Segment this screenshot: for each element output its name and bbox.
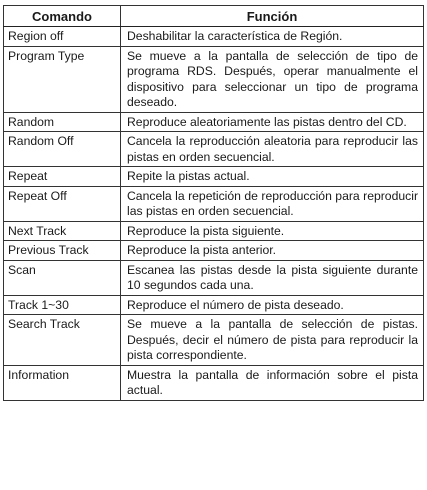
table-row [4,260,424,295]
table-row [4,365,424,400]
command-cell: Repeat [4,167,121,187]
function-cell: Reproduce la pista anterior. [121,241,424,261]
command-cell: Program Type [4,46,121,112]
function-cell: Muestra la pantalla de información sobre el pista actual. [121,365,424,400]
table-row [4,315,424,366]
command-cell: Information [4,365,121,400]
function-column-header: Función [121,6,424,27]
function-cell: Se mueve a la pantalla de selección de tipo de programa RDS. Después, operar manualmente el dispositivo para seleccionar un tipo de programa deseado. [121,46,424,112]
table-row [4,295,424,315]
table-row [4,186,424,221]
command-cell: Region off [4,27,121,47]
command-cell: Previous Track [4,241,121,261]
table-row [4,132,424,167]
command-column-header: Comando [4,6,121,27]
command-cell: Next Track [4,221,121,241]
command-cell: Random [4,112,121,132]
table-row [4,27,424,47]
command-cell: Repeat Off [4,186,121,221]
command-table [3,5,424,401]
function-cell: Escanea las pistas desde la pista siguiente durante 10 segundos cada una. [121,260,424,295]
table-row [4,112,424,132]
table-header-row [4,6,424,27]
command-cell: Scan [4,260,121,295]
table-row [4,46,424,112]
command-cell: Search Track [4,315,121,366]
table-row [4,241,424,261]
function-cell: Se mueve a la pantalla de selección de pistas. Después, decir el número de pista para reproducir la pista correspondiente. [121,315,424,366]
function-cell: Reproduce el número de pista deseado. [121,295,424,315]
function-cell: Reproduce aleatoriamente las pistas dentro del CD. [121,112,424,132]
table-row [4,221,424,241]
function-cell: Cancela la reproducción aleatoria para reproducir las pistas en orden secuencial. [121,132,424,167]
function-cell: Repite la pistas actual. [121,167,424,187]
function-cell: Reproduce la pista siguiente. [121,221,424,241]
function-cell: Cancela la repetición de reproducción para reproducir las pistas en orden secuencial. [121,186,424,221]
function-cell: Deshabilitar la característica de Región. [121,27,424,47]
command-cell: Track 1~30 [4,295,121,315]
table-row [4,167,424,187]
command-cell: Random Off [4,132,121,167]
